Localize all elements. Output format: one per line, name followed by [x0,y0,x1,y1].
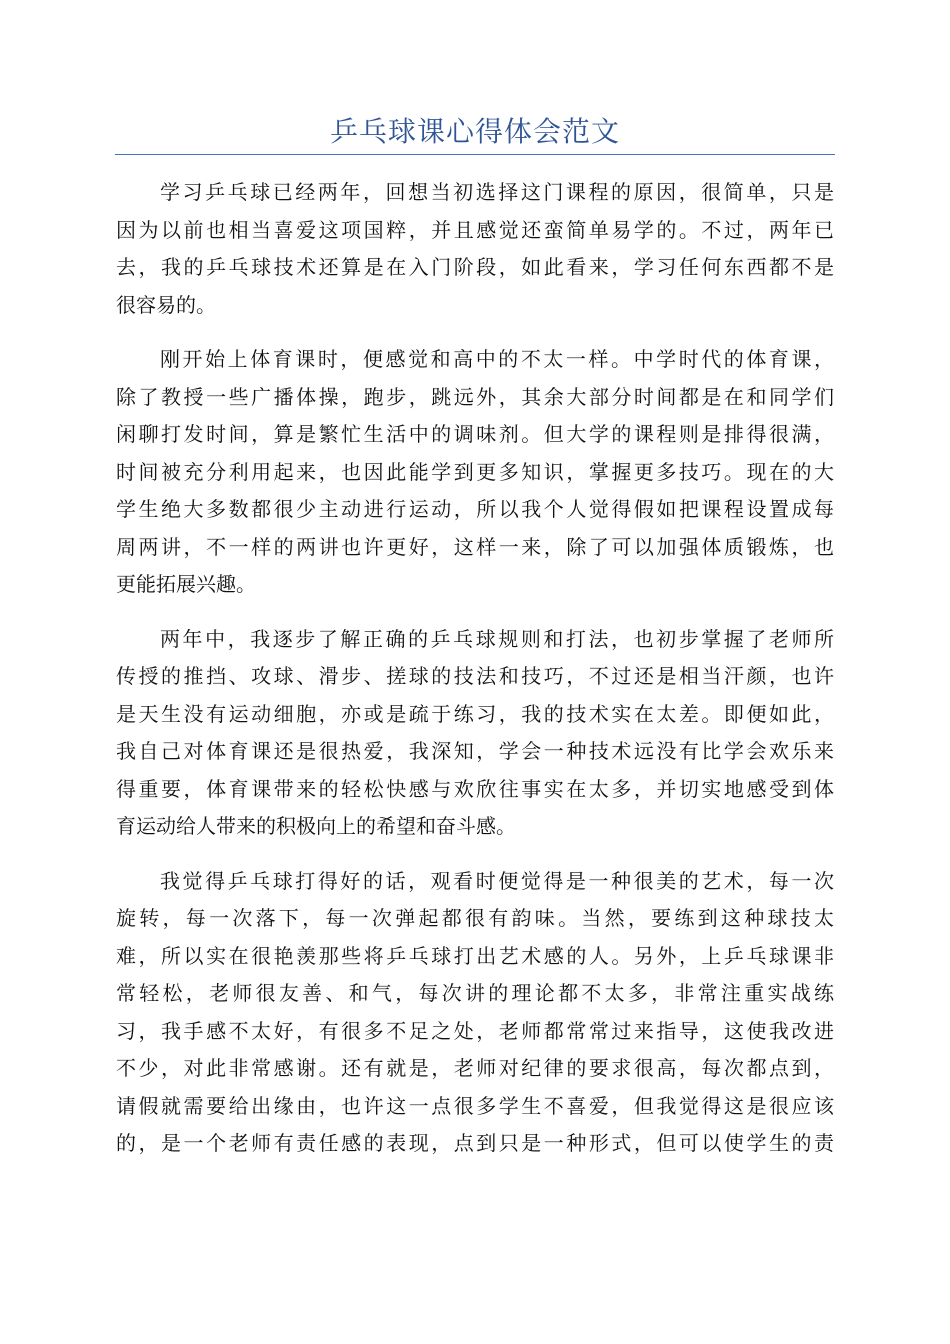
paragraph-line: 时间被充分利用起来，也因此能学到更多知识，掌握更多技巧。现在的大 [116,459,834,484]
paragraph-line: 周两讲，不一样的两讲也许更好，这样一来，除了可以加强体质锻炼，也 [116,534,834,559]
paragraph-3 [116,621,834,846]
paragraph-line: 的，是一个老师有责任感的表现，点到只是一种形式，但可以使学生的责 [116,1131,834,1155]
paragraph-line: 很容易的。 [116,292,216,317]
paragraph-line: 闲聊打发时间，算是繁忙生活中的调味剂。但大学的课程则是排得很满， [116,422,834,446]
paragraph-line: 不少，对此非常感谢。还有就是，老师对纪律的要求很高，每次都点到， [116,1056,834,1080]
paragraph-line: 除了教授一些广播体操，跑步，跳远外，其余大部分时间都是在和同学们 [116,384,834,409]
paragraph-line: 得重要，体育课带来的轻松快感与欢欣往事实在太多，并切实地感受到体 [116,776,834,801]
paragraph-line: 因为以前也相当喜爱这项国粹，并且感觉还蛮简单易学的。不过，两年已 [116,217,834,242]
paragraph-line: 学生绝大多数都很少主动进行运动，所以我个人觉得假如把课程设置成每 [116,497,834,521]
paragraph-line: 更能拓展兴趣。 [116,572,256,596]
paragraph-1 [116,174,834,324]
paragraph-line: 习，我手感不太好，有很多不足之处，老师都常常过来指导，这使我改进 [116,1018,834,1043]
paragraph-line: 请假就需要给出缘由，也许这一点很多学生不喜爱，但我觉得这是很应该 [116,1093,834,1118]
paragraph-line: 是天生没有运动细胞，亦或是疏于练习，我的技术实在太差。即便如此， [116,701,834,726]
paragraph-line: 两年中，我逐步了解正确的乒乓球规则和打法，也初步掌握了老师所 [160,626,834,651]
document-title: 乒乓球课心得体会范文 [329,115,620,148]
paragraph-line: 学习乒乓球已经两年，回想当初选择这门课程的原因，很简单，只是 [160,180,834,204]
paragraph-line: 旋转，每一次落下，每一次弹起都很有韵味。当然，要练到这种球技太 [116,906,834,930]
paragraph-line: 我觉得乒乓球打得好的话，观看时便觉得是一种很美的艺术，每一次 [160,868,834,893]
document-body [116,174,834,1180]
paragraph-4 [116,863,834,1163]
title-underline [115,154,835,155]
paragraph-line: 难，所以实在很艳羡那些将乒乓球打出艺术感的人。另外，上乒乓球课非 [116,943,834,968]
paragraph-line: 我自己对体育课还是很热爱，我深知，学会一种技术远没有比学会欢乐来 [116,739,834,763]
paragraph-line: 刚开始上体育课时，便感觉和高中的不太一样。中学时代的体育课， [160,347,834,371]
paragraph-2 [116,341,834,604]
paragraph-line: 育运动给人带来的积极向上的希望和奋斗感。 [116,814,516,838]
paragraph-line: 传授的推挡、攻球、滑步、搓球的技法和技巧，不过还是相当汗颜，也许 [116,664,834,688]
paragraph-line: 常轻松，老师很友善、和气，每次讲的理论都不太多，非常注重实战练 [116,981,834,1005]
paragraph-line: 去，我的乒乓球技术还算是在入门阶段，如此看来，学习任何东西都不是 [116,255,834,279]
